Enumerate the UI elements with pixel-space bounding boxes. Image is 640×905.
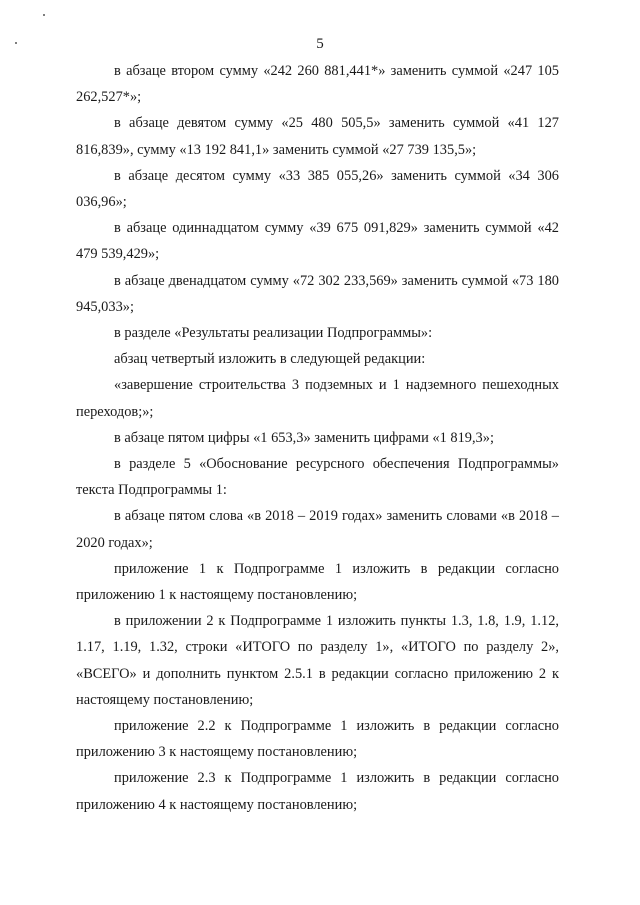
document-body: [76, 58, 559, 818]
paragraph-7: абзац четвертый изложить в следующей редакции:: [114, 351, 426, 368]
paragraph-5: в абзаце двенадцатом сумму «72 302 233,569» заменить суммой «73 180 945,033»;: [76, 272, 559, 315]
paragraph-13: в приложении 2 к Подпрограмме 1 изложить пункты 1.3, 1.8, 1.9, 1.12, 1.17, 1.19, 1.32, строки «ИТОГО по разделу 1», «ИТОГО по разделу 2», «ВСЕГО» и дополнить пунктом 2.5.1 в редакции согласно приложению 2 к настоящему постановлению;: [76, 613, 559, 708]
scan-speck-top: [43, 14, 45, 16]
paragraph-15: приложение 2.3 к Подпрограмме 1 изложить в редакции согласно приложению 4 к настоящему постановлению;: [76, 770, 559, 813]
paragraph-1: в абзаце втором сумму «242 260 881,441*» заменить суммой «247 105 262,527*»;: [76, 63, 559, 106]
paragraph-4: в абзаце одиннадцатом сумму «39 675 091,829» заменить суммой «42 479 539,429»;: [76, 220, 559, 263]
paragraph-12: приложение 1 к Подпрограмме 1 изложить в редакции согласно приложению 1 к настоящему постановлению;: [76, 560, 559, 604]
paragraph-6: в разделе «Результаты реализации Подпрограммы»:: [114, 325, 433, 342]
paragraph-10: в разделе 5 «Обоснование ресурсного обеспечения Подпрограммы» текста Подпрограммы 1:: [76, 456, 559, 499]
page-number: 5: [316, 36, 324, 52]
paragraph-3: в абзаце десятом сумму «33 385 055,26» заменить суммой «34 306 036,96»;: [76, 167, 559, 211]
paragraph-2: в абзаце девятом сумму «25 480 505,5» заменить суммой «41 127 816,839», сумму «13 192 841,1» заменить суммой «27 739 135,5»;: [76, 115, 559, 158]
paragraph-9: в абзаце пятом цифры «1 653,3» заменить цифрами «1 819,3»;: [114, 429, 494, 446]
paragraph-8: «завершение строительства 3 подземных и 1 надземного пешеходных переходов;»;: [76, 377, 559, 420]
paragraph-11: в абзаце пятом слова «в 2018 – 2019 годах» заменить словами «в 2018 – 2020 годах»;: [76, 508, 559, 551]
paragraph-14: приложение 2.2 к Подпрограмме 1 изложить в редакции согласно приложению 3 к настоящему постановлению;: [76, 718, 559, 761]
